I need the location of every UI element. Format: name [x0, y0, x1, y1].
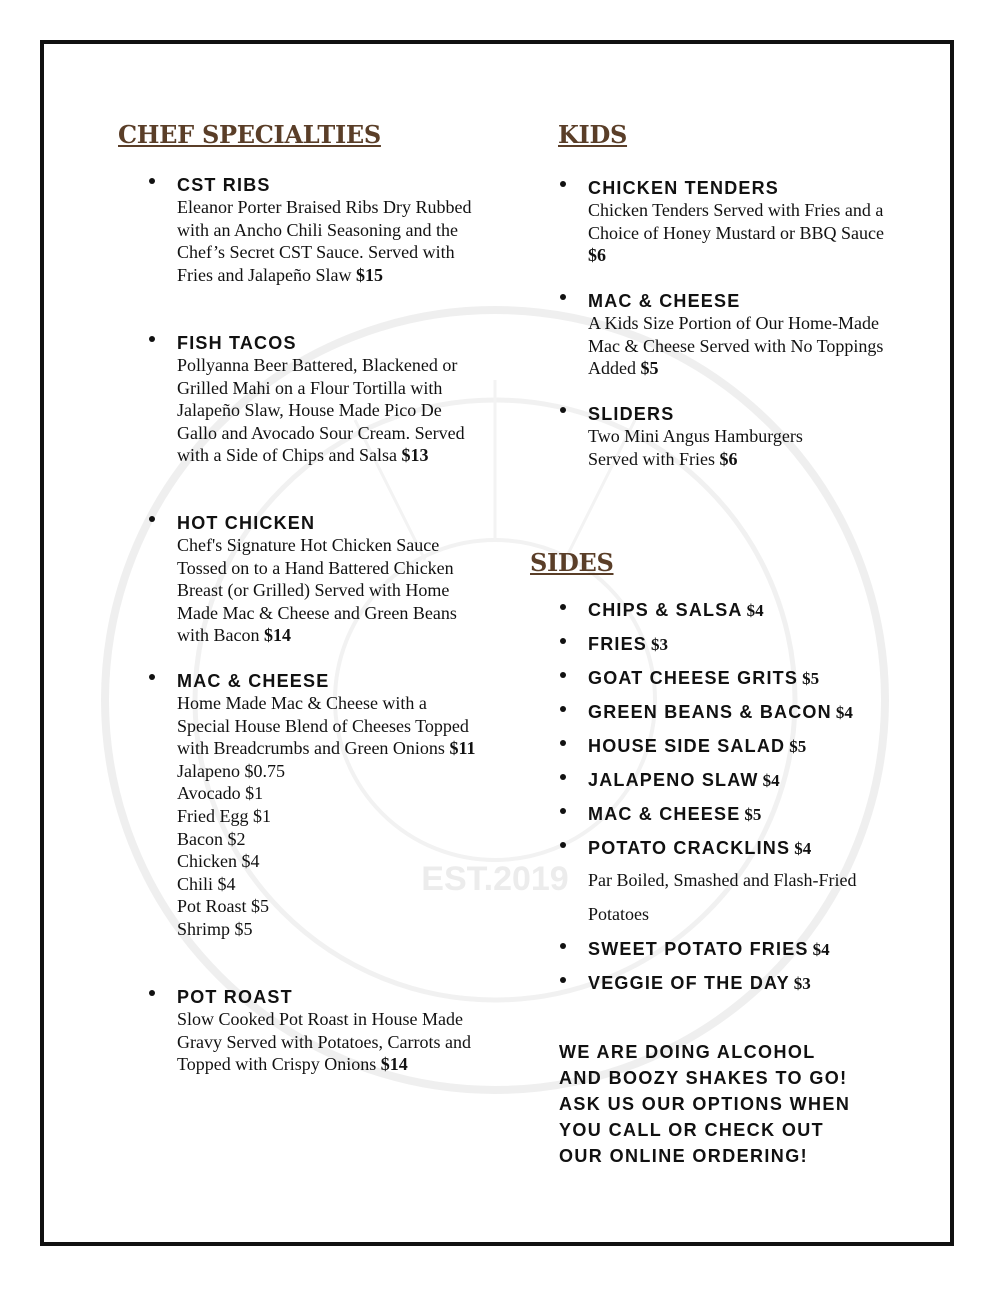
side-note: Par Boiled, Smashed and Flash-Fried	[588, 870, 857, 890]
side-price: $4	[835, 703, 853, 722]
item-description: A Kids Size Portion of Our Home-Made Mac & Cheese Served with No Toppings Added	[588, 313, 884, 379]
item-price: $6	[588, 245, 606, 266]
bullet-icon	[560, 943, 566, 949]
side-price: $4	[794, 839, 812, 858]
bullet-icon	[149, 336, 155, 342]
side-note: Potatoes	[588, 904, 649, 924]
promo-line: WE ARE DOING ALCOHOL	[559, 1042, 816, 1062]
menu-item-sliders	[588, 403, 838, 470]
side-name: JALAPENO SLAW	[588, 770, 759, 790]
bullet-icon	[560, 181, 566, 187]
menu-item-mac-and-cheese	[177, 670, 477, 941]
side-price: $5	[789, 737, 807, 756]
side-name: POTATO CRACKLINS	[588, 838, 791, 858]
item-description: Slow Cooked Pot Roast in House Made Gravy Served with Potatoes, Carrots and Topped with Crispy Onions	[177, 1009, 471, 1075]
addon-item: Fried Egg $1	[177, 805, 271, 826]
bullet-icon	[560, 842, 566, 848]
bullet-icon	[560, 407, 566, 413]
side-item	[588, 939, 918, 973]
addon-item: Chicken $4	[177, 851, 260, 872]
side-price: $5	[744, 805, 762, 824]
section-title-kids: KIDS	[558, 120, 628, 149]
side-item	[588, 973, 918, 1007]
side-name: MAC & CHEESE	[588, 804, 741, 824]
bullet-icon	[149, 516, 155, 522]
bullet-icon	[560, 808, 566, 814]
side-price: $3	[651, 635, 669, 654]
promo-line: AND BOOZY SHAKES TO GO!	[559, 1068, 848, 1088]
item-price: $6	[719, 448, 738, 469]
item-price: $11	[449, 738, 476, 759]
side-item	[588, 736, 918, 770]
item-name: HOT CHICKEN	[177, 513, 316, 533]
bullet-icon	[560, 740, 566, 746]
item-description: Chef's Signature Hot Chicken Sauce Tossed on to a Hand Battered Chicken Breast (or Grilled) Served with Home Made Mac & Cheese and Green Beans with Bacon	[177, 535, 457, 646]
side-price: $5	[802, 669, 820, 688]
side-item	[588, 838, 918, 939]
promo-line: YOU CALL OR CHECK OUT	[559, 1120, 825, 1140]
side-name: CHIPS & SALSA	[588, 600, 743, 620]
menu-item-hot-chicken	[177, 512, 477, 647]
side-name: GREEN BEANS & BACON	[588, 702, 832, 722]
addon-item: Chili $4	[177, 873, 236, 894]
side-item	[588, 770, 918, 804]
side-price: $4	[762, 771, 780, 790]
addon-item: Shrimp $5	[177, 918, 253, 939]
side-name: FRIES	[588, 634, 648, 654]
item-price: $13	[401, 445, 429, 466]
side-item	[588, 804, 918, 838]
item-description: Eleanor Porter Braised Ribs Dry Rubbed with an Ancho Chili Seasoning and the Chef’s Secret CST Sauce. Served with Fries and Jalapeño Slaw	[177, 197, 472, 285]
side-item	[588, 702, 918, 736]
side-item	[588, 634, 918, 668]
item-description: Pollyanna Beer Battered, Blackened or Grilled Mahi on a Flour Tortilla with Jalapeño Slaw, House Made Pico De Gallo and Avocado Sour Cream. Served with a Side of Chips and Salsa	[177, 355, 465, 466]
addon-item: Avocado $1	[177, 783, 264, 804]
item-price: $15	[355, 264, 383, 285]
bullet-icon	[149, 674, 155, 680]
item-name: MAC & CHEESE	[588, 291, 741, 311]
item-name: SLIDERS	[588, 404, 675, 424]
item-price: $14	[264, 625, 291, 646]
menu-item-cst-ribs	[177, 174, 477, 286]
side-price: $3	[793, 974, 811, 993]
watermark-est: EST.2019	[421, 860, 569, 898]
bullet-icon	[560, 638, 566, 644]
item-name: CST RIBS	[177, 175, 271, 195]
side-name: SWEET POTATO FRIES	[588, 939, 809, 959]
item-price: $14	[380, 1054, 408, 1075]
section-title-sides: SIDES	[530, 548, 614, 577]
bullet-icon	[560, 774, 566, 780]
item-description: Two Mini Angus Hamburgers Served with Fries	[588, 426, 803, 469]
item-name: MAC & CHEESE	[177, 671, 330, 691]
bullet-icon	[149, 178, 155, 184]
addon-item: Jalapeno $0.75	[177, 760, 285, 781]
item-description: Home Made Mac & Cheese with a Special House Blend of Cheeses Topped with Breadcrumbs and Green Onions	[177, 693, 469, 759]
bullet-icon	[560, 294, 566, 300]
side-price: $4	[746, 601, 764, 620]
section-title-chef-specialties: CHEF SPECIALTIES	[118, 120, 381, 149]
menu-item-pot-roast	[177, 986, 477, 1076]
addon-item: Pot Roast $5	[177, 896, 270, 917]
item-name: POT ROAST	[177, 987, 293, 1007]
bullet-icon	[560, 672, 566, 678]
side-name: HOUSE SIDE SALAD	[588, 736, 786, 756]
addon-item: Bacon $2	[177, 828, 246, 849]
bullet-icon	[560, 706, 566, 712]
item-price: $5	[640, 358, 659, 379]
bullet-icon	[560, 977, 566, 983]
menu-item-kids-mac-and-cheese	[588, 290, 888, 380]
side-name: VEGGIE OF THE DAY	[588, 973, 790, 993]
menu-item-fish-tacos	[177, 332, 477, 467]
menu-item-chicken-tenders	[588, 177, 888, 267]
item-description: Chicken Tenders Served with Fries and a Choice of Honey Mustard or BBQ Sauce	[588, 200, 884, 243]
bullet-icon	[149, 990, 155, 996]
side-item	[588, 600, 918, 634]
sides-list	[588, 600, 918, 1007]
promo-line: OUR ONLINE ORDERING!	[559, 1146, 809, 1166]
item-name: FISH TACOS	[177, 333, 297, 353]
bullet-icon	[560, 604, 566, 610]
to-go-promo	[559, 1039, 919, 1169]
promo-line: ASK US OUR OPTIONS WHEN	[559, 1094, 851, 1114]
item-name: CHICKEN TENDERS	[588, 178, 780, 198]
side-price: $4	[812, 940, 830, 959]
side-item	[588, 668, 918, 702]
side-name: GOAT CHEESE GRITS	[588, 668, 799, 688]
